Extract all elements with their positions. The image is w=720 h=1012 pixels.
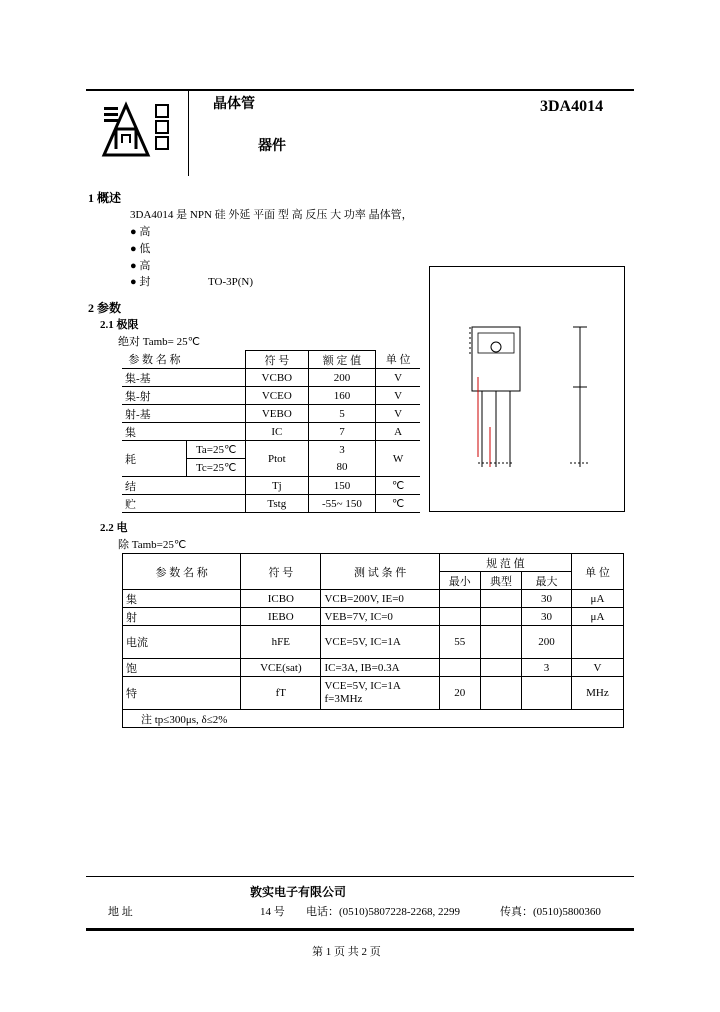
page-number: 第 1 页 共 2 页 [312, 946, 381, 958]
table-row: 特 fT VCE=5V, IC=1A f=3MHz 20 MHz [123, 677, 624, 710]
package-outline-drawing [429, 266, 625, 512]
section1-heading: 1 概述 [88, 191, 122, 205]
package-label: TO-3P(N) [208, 276, 254, 288]
subsection-2-2-heading: 2.2 电 [100, 522, 128, 534]
table-row: 饱 VCE(sat) IC=3A, IB=0.3A 3 V [123, 659, 624, 677]
feature-bullet: ● 封 [130, 276, 151, 288]
table-footnote: 注 tp≤300μs, δ≤2% [123, 710, 624, 728]
part-number: 3DA4014 [540, 98, 604, 115]
electrical-characteristics-table [122, 553, 624, 728]
table-row: 集 ICBO VCB=200V, IE=0 30 μA [123, 590, 624, 608]
footer-company: 敦实电子有限公司 [250, 885, 347, 899]
table-row: 集-射 VCEO 160 V [122, 387, 420, 405]
feature-bullet: ● 高 [130, 226, 151, 238]
subsection-2-1-heading: 2.1 极限 [100, 319, 139, 331]
table-row: Tc=25℃ 80 [122, 459, 420, 477]
table-row: 结 Tj 150 ℃ [122, 477, 420, 495]
header-divider [188, 91, 189, 176]
max-ratings-table [122, 350, 420, 513]
table-header: 额 定 值 [308, 351, 376, 369]
footer-address-label: 地 址 [108, 906, 133, 918]
table-subheader: 最大 [522, 572, 572, 590]
table-header: 测 试 条 件 [321, 554, 439, 590]
table-row: 集 IC 7 A [122, 423, 420, 441]
section1-description: 3DA4014 是 NPN 硅 外延 平面 型 高 反压 大 功率 晶体管， [130, 209, 413, 221]
table-header: 符 号 [245, 351, 308, 369]
table-row: 电流 hFE VCE=5V, IC=1A 55 200 [123, 626, 624, 659]
table-subheader: 最小 [439, 572, 480, 590]
company-logo [100, 97, 180, 167]
footer-tel: 电话：(0510)5807228-2268, 2299 [306, 906, 460, 918]
elec-char-note: 除 Tamb=25℃ [118, 539, 187, 551]
doc-title: 晶体管 [213, 97, 255, 112]
section2-heading: 2 参数 [88, 301, 122, 315]
header-top-rule [86, 89, 634, 91]
table-header: 规 范 值 [439, 554, 571, 572]
table-row: 射-基 VEBO 5 V [122, 405, 420, 423]
doc-subtitle: 器件 [258, 139, 286, 154]
table-subheader: 典型 [480, 572, 521, 590]
footer-fax: 传真：(0510)5800360 [500, 906, 601, 918]
footer-top-rule [86, 876, 634, 877]
table-header: 参 数 名 称 [122, 351, 187, 369]
footer-address: 14 号 [260, 906, 285, 918]
table-header: 符 号 [241, 554, 321, 590]
max-ratings-note: 绝对 Tamb= 25℃ [118, 336, 200, 348]
table-header: 参 数 名 称 [123, 554, 241, 590]
table-row: 贮 Tstg -55~ 150 ℃ [122, 495, 420, 513]
table-row: 耗 Ta=25℃ Ptot 3 W [122, 441, 420, 459]
feature-bullet: ● 高 [130, 260, 151, 272]
table-row: 集-基 VCBO 200 V [122, 369, 420, 387]
table-header: 单 位 [571, 554, 623, 590]
footer-bottom-rule [86, 928, 634, 931]
table-row: 射 IEBO VEB=7V, IC=0 30 μA [123, 608, 624, 626]
table-header: 单 位 [376, 351, 420, 369]
feature-bullet: ● 低 [130, 243, 151, 255]
